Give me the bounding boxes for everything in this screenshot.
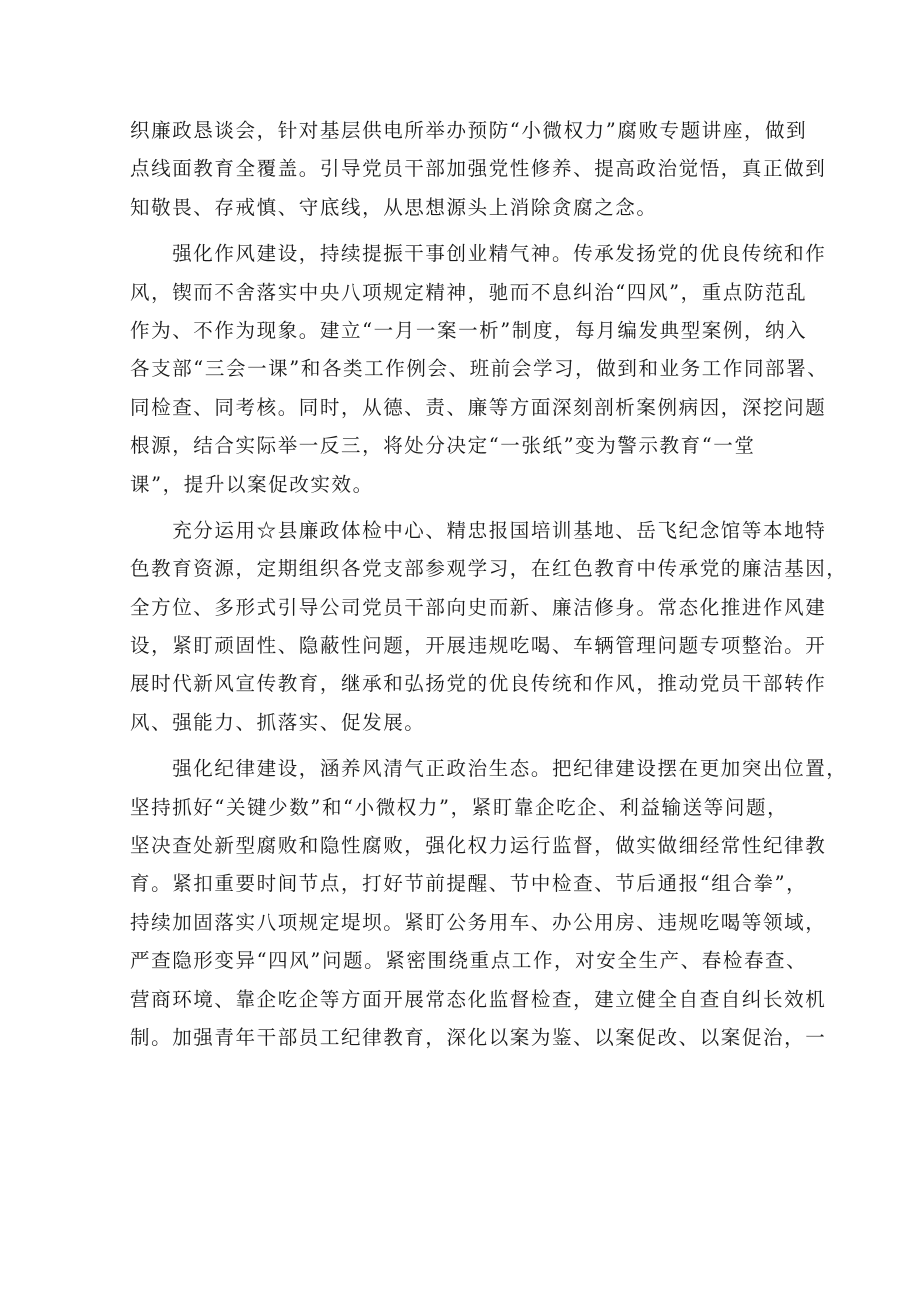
text-line: 严查隐形变异“四风”问题。紧密围绕重点工作，对安全生产、春检春查、 [130, 949, 808, 973]
paragraph-gap [130, 508, 795, 516]
text-line: 点线面教育全覆盖。引导党员干部加强党性修养、提高政治觉悟，真正做到 [130, 157, 827, 181]
text-line: 织廉政恳谈会，针对基层供电所举办预防“小微权力”腐败专题讲座，做到 [130, 119, 808, 142]
text-line: 营商环境、靠企吃企等方面开展常态化监督检查，建立健全自查自纠长效机 [130, 987, 827, 1011]
text-line: 展时代新风宣传教育，继承和弘扬党的优良传统和作风，推动党员干部转作 [130, 672, 827, 696]
text-line: 风、强能力、抓落实、促发展。 [130, 710, 426, 734]
text-line: 制。加强青年干部员工纪律教育，深化以案为鉴、以案促改、以案促治，一 [130, 1025, 827, 1049]
text-line: 风，锲而不舍落实中央八项规定精神，驰而不息纠治“四风”，重点防范乱 [130, 280, 808, 304]
paragraph-1 [130, 116, 827, 222]
text-line: 知敬畏、存戒慎、守底线，从思想源头上消除贪腐之念。 [130, 195, 658, 219]
text-line: 根源，结合实际举一反三，将处分决定“一张纸”变为警示教育“一堂 [130, 434, 756, 458]
text-line: 设，紧盯顽固性、隐蔽性问题，开展违规吃喝、车辆管理问题专项整治。开 [130, 634, 827, 658]
paragraph-2 [130, 239, 829, 498]
paragraph-gap [130, 231, 795, 239]
text-line: 持续加固落实八项规定堤坝。紧盯公务用车、办公用房、违规吃喝等领域， [130, 910, 827, 934]
text-line: 课”，提升以案促改实效。 [130, 472, 374, 496]
text-line: 充分运用☆县廉政体检中心、精忠报国培训基地、岳飞纪念馆等本地特 [130, 518, 827, 542]
text-line: 色教育资源，定期组织各党支部参观学习，在红色教育中传承党的廉洁基因， [130, 557, 848, 581]
text-line: 强化纪律建设，涵养风清气正政治生态。把纪律建设摆在更加突出位置， [130, 757, 848, 781]
text-line: 强化作风建设，持续提振干事创业精气神。传承发扬党的优良传统和作 [130, 242, 827, 266]
text-line: 育。紧扣重要时间节点，打好节前提醒、节中检查、节后通报“组合拳”， [130, 872, 808, 896]
paragraph-gap [130, 746, 795, 754]
paragraph-3 [130, 516, 848, 737]
text-line: 同检查、同考核。同时，从德、责、廉等方面深刻剖析案例病因，深挖问题 [130, 395, 827, 419]
text-line: 坚持抓好“关键少数”和“小微权力”，紧盯靠企吃企、利益输送等问题， [130, 795, 789, 819]
paragraph-4 [130, 754, 848, 1052]
text-line: 全方位、多形式引导公司党员干部向史而新、廉洁修身。常态化推进作风建 [130, 595, 827, 619]
text-line: 各支部“三会一课”和各类工作例会、班前会学习，做到和业务工作同部署、 [130, 357, 829, 381]
text-line: 作为、不作为现象。建立“一月一案一析”制度，每月编发典型案例，纳入 [130, 318, 808, 342]
text-line: 坚决查处新型腐败和隐性腐败，强化权力运行监督，做实做细经常性纪律教 [130, 834, 827, 858]
document-body [130, 116, 848, 1061]
